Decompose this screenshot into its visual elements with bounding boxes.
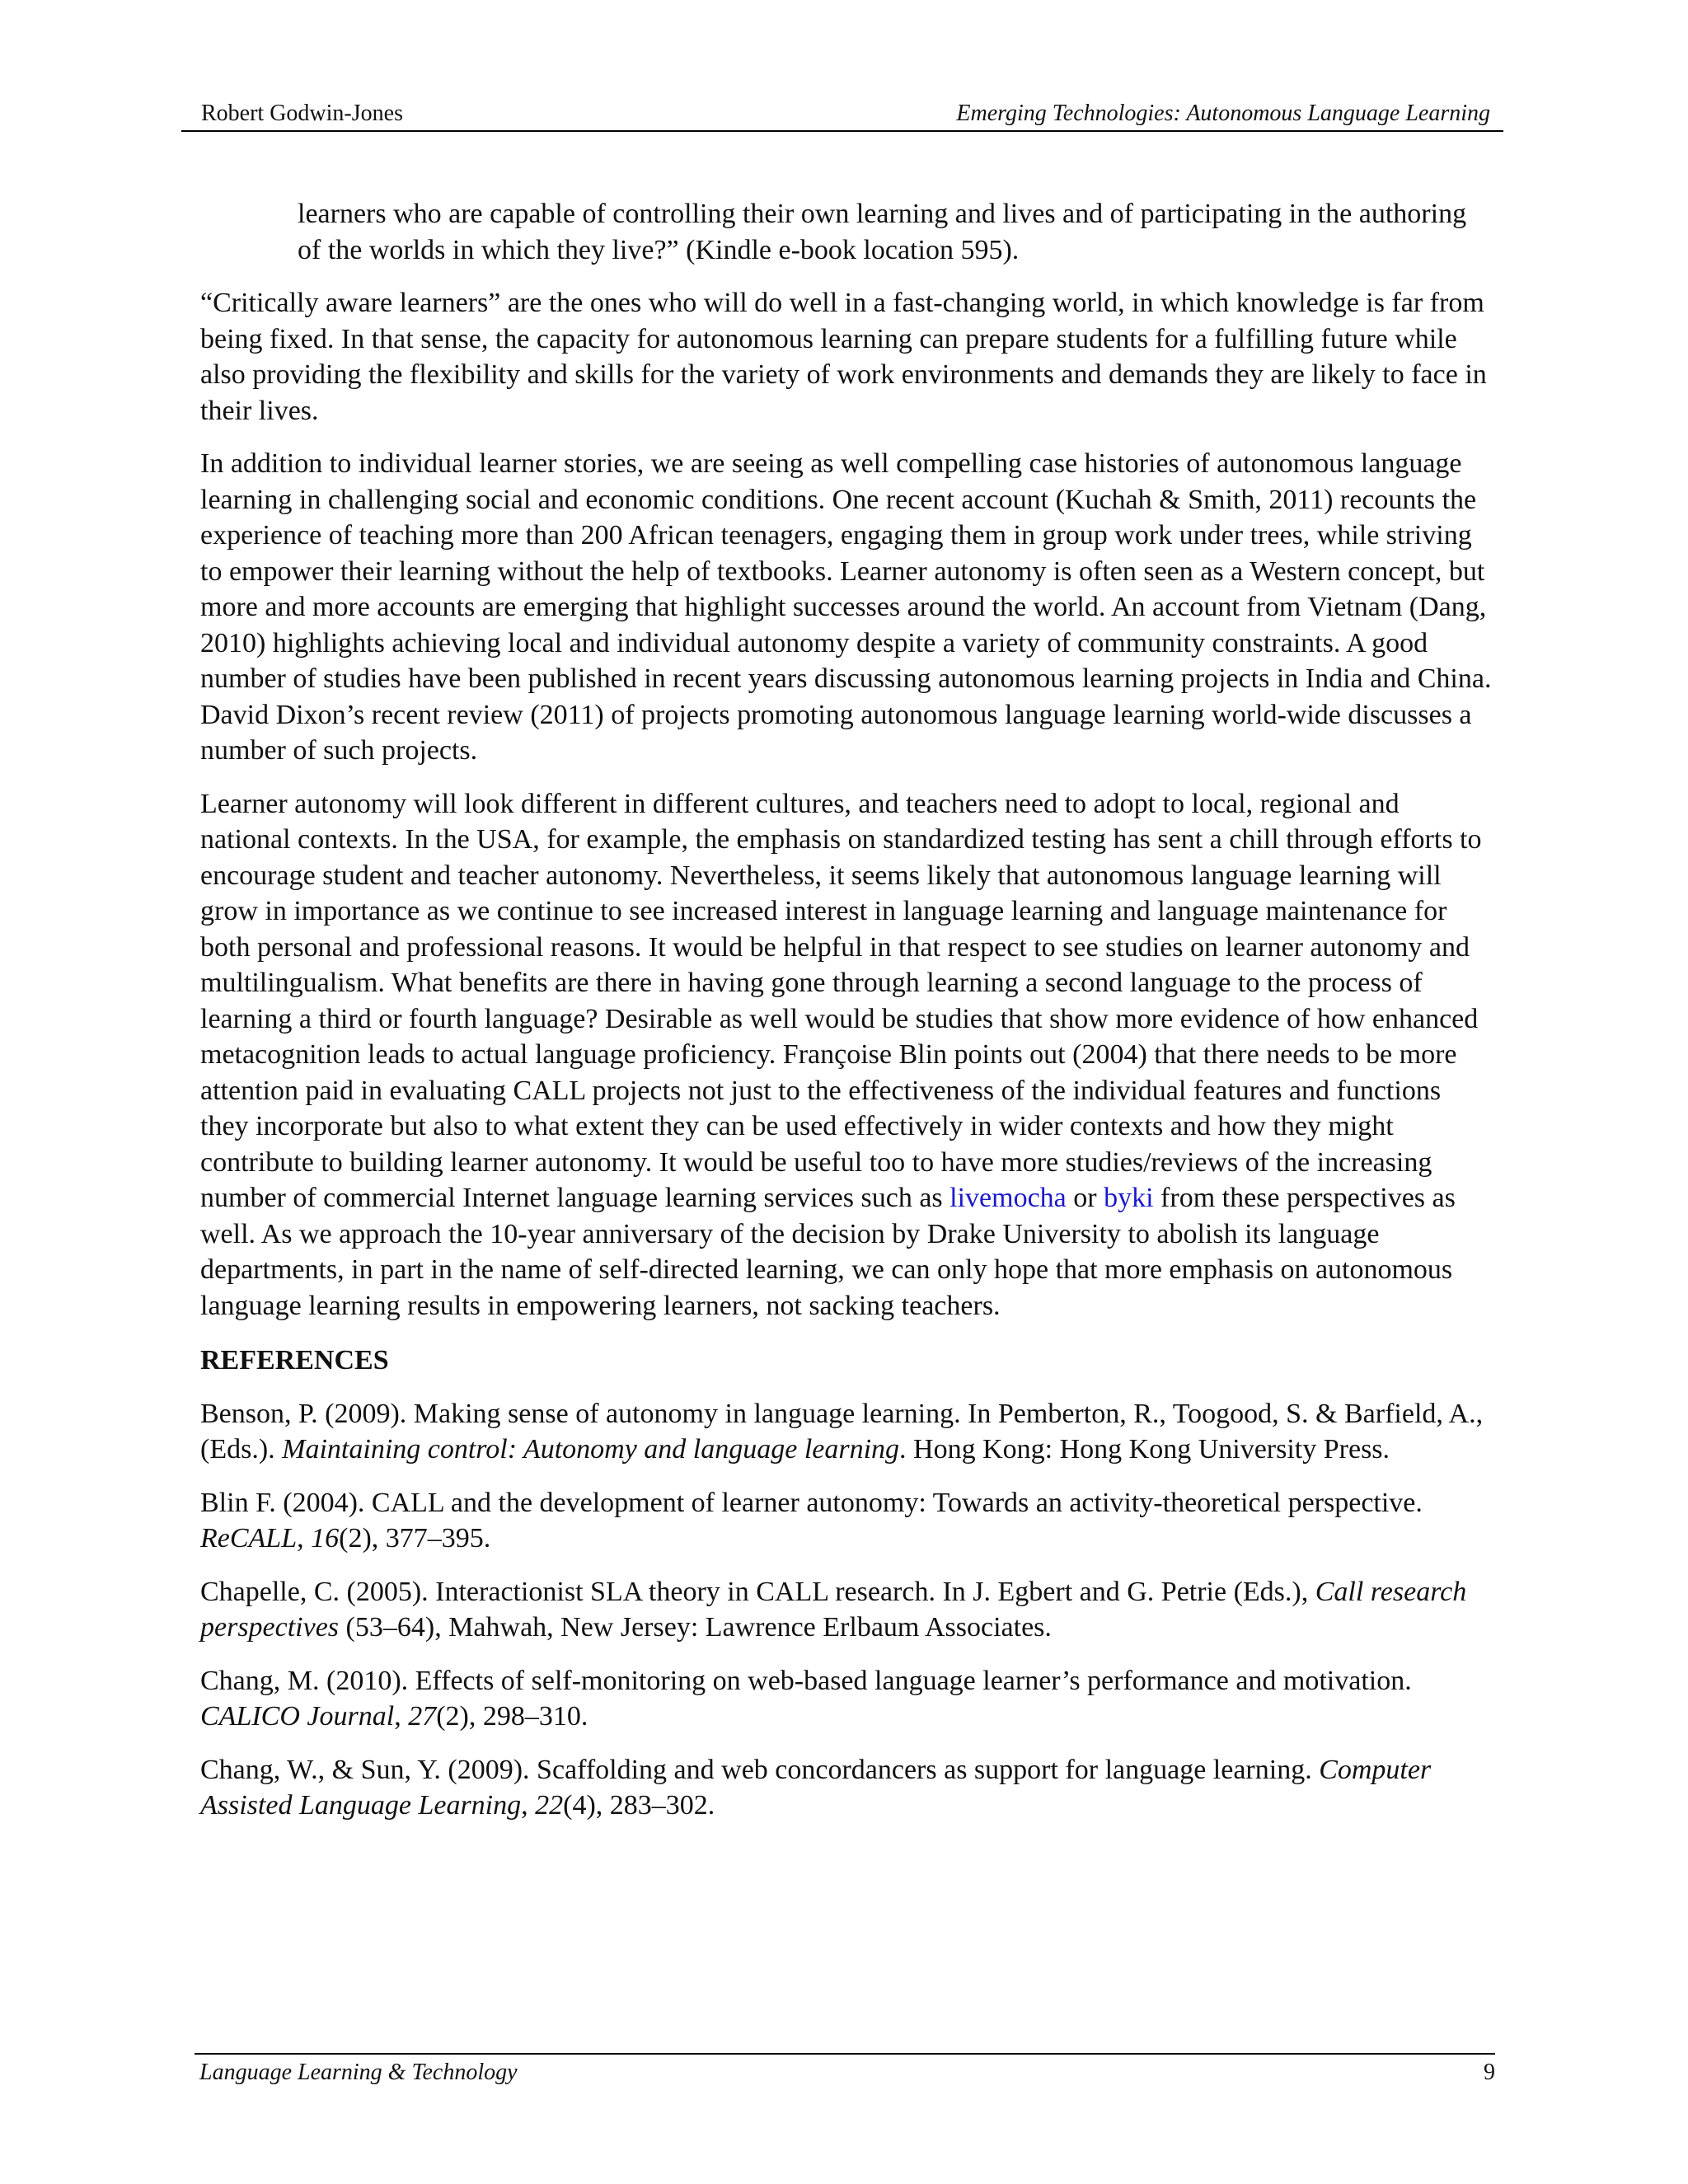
page-footer	[195, 2053, 1495, 2088]
reference-blin-part-a: Blin F. (2004). CALL and the development of learner autonomy: Towards an activity-theoretical perspective.	[200, 1487, 1423, 1518]
reference-chang-w-part-c: ,	[521, 1790, 536, 1821]
reference-chang-w-volume: 22	[535, 1790, 564, 1821]
header-author: Robert Godwin-Jones	[201, 101, 403, 126]
block-quote: learners who are capable of controlling their own learning and lives and of participating in the authoring of the worlds in which they live?” (Kindle e-book location 595).	[298, 199, 1467, 265]
paragraph-cultures-text-3: from these perspectives as well. As we approach the 10-year anniversary of the decision by Drake University to abolish its language departments, in part in the name of self-directed learning, we can only hope that more emphasis on autonomous language learning results in empowering learners, not sacking teachers.	[200, 1183, 1456, 1321]
reference-chapelle-title: Call research perspectives	[200, 1576, 1467, 1643]
reference-chang-w-part-e: (4), 283–302.	[563, 1790, 715, 1821]
reference-chang-m-volume: 27	[408, 1701, 437, 1732]
paragraph-critically-aware: “Critically aware learners” are the ones who will do well in a fast-changing world, in which knowledge is far from being fixed. In that sense, the capacity for autonomous learning can prepare students for a fulfilling future while also providing the flexibility and skills for the variety of work environments and demands they are likely to face in their lives.	[200, 288, 1487, 426]
reference-blin-journal: ReCALL	[200, 1523, 298, 1554]
reference-chang-m-part-e: (2), 298–310.	[436, 1701, 588, 1732]
reference-benson-part-c: . Hong Kong: Hong Kong University Press.	[899, 1434, 1390, 1465]
reference-blin-part-c: ,	[297, 1523, 312, 1554]
reference-chapelle-part-c: (53–64), Mahwah, New Jersey: Lawrence Erlbaum Associates.	[339, 1612, 1052, 1643]
references-heading: REFERENCES	[200, 1345, 389, 1376]
reference-chang-w-part-a: Chang, W., & Sun, Y. (2009). Scaffolding and web concordancers as support for language learning.	[200, 1754, 1320, 1785]
reference-chang-m	[200, 1663, 1496, 1735]
page-content	[200, 196, 1496, 1841]
reference-chang-w-journal: Computer Assisted Language Learning	[200, 1754, 1432, 1821]
page-number: 9	[1484, 2060, 1495, 2085]
reference-chapelle-part-a: Chapelle, C. (2005). Interactionist SLA theory in CALL research. In J. Egbert and G. Petrie (Eds.),	[200, 1576, 1315, 1607]
reference-chang-m-part-a: Chang, M. (2010). Effects of self-monitoring on web-based language learner’s performance and motivation.	[200, 1665, 1412, 1696]
header-title: Emerging Technologies: Autonomous Language Learning	[956, 101, 1490, 126]
paragraph-cultures	[200, 786, 1496, 1324]
reference-chang-m-part-c: ,	[394, 1701, 409, 1732]
reference-chang-m-journal: CALICO Journal	[200, 1701, 395, 1732]
reference-chang-w	[200, 1752, 1496, 1824]
paragraph-cultures-text-1: Learner autonomy will look different in different cultures, and teachers need to adopt to local, regional and national contexts. In the USA, for example, the emphasis on standardized testing has sent a chill through efforts to encourage student and teacher autonomy. Nevertheless, it seems likely that autonomous language learning will grow in importance as we continue to see increased interest in language learning and language maintenance for both personal and professional reasons. It would be helpful in that respect to see studies on learner autonomy and multilingualism. What benefits are there in having gone through learning a second language to the process of learning a third or fourth language? Desirable as well would be studies that show more evidence of how enhanced metacognition leads to actual language proficiency. Françoise Blin points out (2004) that there needs to be more attention paid in evaluating CALL projects not just to the effectiveness of the individual features and functions they incorporate but also to what extent they can be used effectively in wider contexts and how they might contribute to building learner autonomy. It would be useful too to have more studies/reviews of the increasing number of commercial Internet language learning services such as	[200, 788, 1482, 1213]
footer-journal: Language Learning & Technology	[199, 2060, 518, 2085]
reference-benson	[200, 1396, 1496, 1468]
reference-chapelle	[200, 1574, 1496, 1646]
page-header	[181, 97, 1503, 132]
reference-blin-part-e: (2), 377–395.	[339, 1523, 491, 1554]
paragraph-case-histories: In addition to individual learner stories, we are seeing as well compelling case histories of autonomous language learning in challenging social and economic conditions. One recent account (Kuchah & Smith, 2011) recounts the experience of teaching more than 200 African teenagers, engaging them in group work under trees, while striving to empower their learning without the help of textbooks. Learner autonomy is often seen as a Western concept, but more and more accounts are emerging that highlight successes around the world. An account from Vietnam (Dang, 2010) highlights achieving local and individual autonomy despite a variety of community constraints. A good number of studies have been published in recent years discussing autonomous learning projects in India and China. David Dixon’s recent review (2011) of projects promoting autonomous language learning world-wide discusses a number of such projects.	[200, 448, 1492, 766]
reference-benson-title: Maintaining control: Autonomy and language learning	[282, 1434, 900, 1465]
livemocha-link[interactable]: livemocha	[950, 1183, 1067, 1213]
byki-link[interactable]: byki	[1104, 1183, 1154, 1213]
reference-benson-part-a: Benson, P. (2009). Making sense of autonomy in language learning. In Pemberton, R., Toogood, S. & Barfield, A., (Eds.).	[200, 1398, 1484, 1465]
reference-blin-volume: 16	[311, 1523, 340, 1554]
reference-blin	[200, 1485, 1496, 1557]
paragraph-cultures-text-2: or	[1066, 1183, 1104, 1213]
